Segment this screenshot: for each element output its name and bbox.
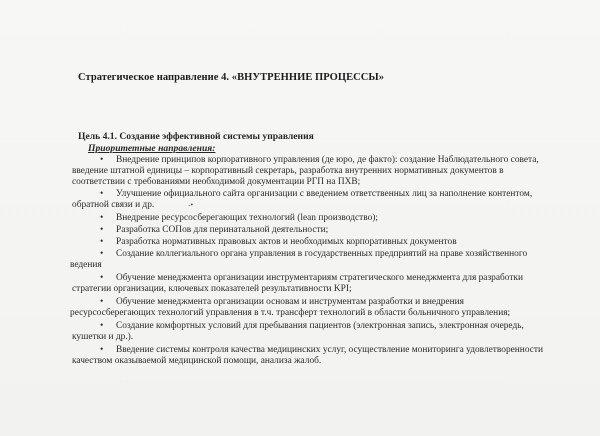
bullet: • <box>100 213 104 223</box>
list-item <box>68 345 568 367</box>
list-item <box>68 213 568 224</box>
list-item-text: кушетки и др.). <box>72 332 134 342</box>
list-item-text: Внедрение принципов корпоративного управления (де юро, де факто): создание Наблюдательного совета, <box>116 155 539 165</box>
page-title: Стратегическое направление 4. «ВНУТРЕННИЕ ПРОЦЕССЫ» <box>78 72 385 83</box>
list-item-text: ресурсосберегающих технологий управления в т.ч. трансферт технологий в области больничного управления; <box>70 308 511 318</box>
list-item-text: Улучшение официального сайта организации с введением ответственных лиц за наполнение контентом, <box>116 189 533 199</box>
bullet: • <box>100 273 104 283</box>
list-item <box>68 273 568 295</box>
list-item-text: Внедрение ресурсосберегающих технологий (lean производство); <box>116 213 379 223</box>
list-item-text: Создание комфортных условий для пребывания пациентов (электронная запись, электронная очередь, <box>116 321 524 331</box>
list-item <box>68 249 568 271</box>
list-item-text: качеством оказываемой медицинской помощи, анализа жалоб. <box>72 356 322 366</box>
bullet: • <box>100 225 104 235</box>
list-item <box>68 321 568 343</box>
list-item-text: Обучение менеджмента организации основам и инструментам разработки и внедрения <box>116 297 464 307</box>
list-item-text: Создание коллегиального органа управления в государственных предприятий на праве хозяйственного <box>116 249 528 259</box>
list-item-text: ведения <box>70 260 102 270</box>
list-item <box>68 225 568 236</box>
bullet: • <box>100 237 104 247</box>
stray-mark: -• <box>188 201 194 209</box>
goal-heading: Цель 4.1. Создание эффективной системы управления <box>78 131 314 142</box>
list-item-text: Обучение менеджмента организации инструментариям стратегического менеджмента для разработки <box>116 273 524 283</box>
list-item <box>68 155 568 188</box>
bullet: • <box>100 297 104 307</box>
bullet: • <box>100 249 104 259</box>
list-item-text: введение штатной единицы – корпоративный секретарь, разработка внутренних нормативных документов в <box>72 166 504 176</box>
list-item-text: Разработка нормативных правовых актов и необходимых корпоративных документов <box>116 237 457 247</box>
bullet: • <box>100 321 104 331</box>
list-item-text: стратегии организации, ключевых показателей результативности KPI; <box>72 284 352 294</box>
bullet: • <box>100 155 104 165</box>
bullet: • <box>100 345 104 355</box>
bullet: • <box>100 189 104 199</box>
list-item <box>68 189 568 211</box>
list-item <box>68 297 568 319</box>
list-item-text: Разработка СОПов для перинатальной деятельности; <box>116 225 329 235</box>
list-item-text: соответствии с требованиями необходимой документации РГП на ПХВ; <box>72 177 361 187</box>
list-item-text: обратной связи и др. <box>72 200 155 210</box>
list-item <box>68 237 568 248</box>
priorities-heading: Приоритетные направления: <box>88 143 216 154</box>
list-item-text: Введение системы контроля качества медицинских услуг, осуществление мониторинга удовлетворенности <box>116 345 544 355</box>
